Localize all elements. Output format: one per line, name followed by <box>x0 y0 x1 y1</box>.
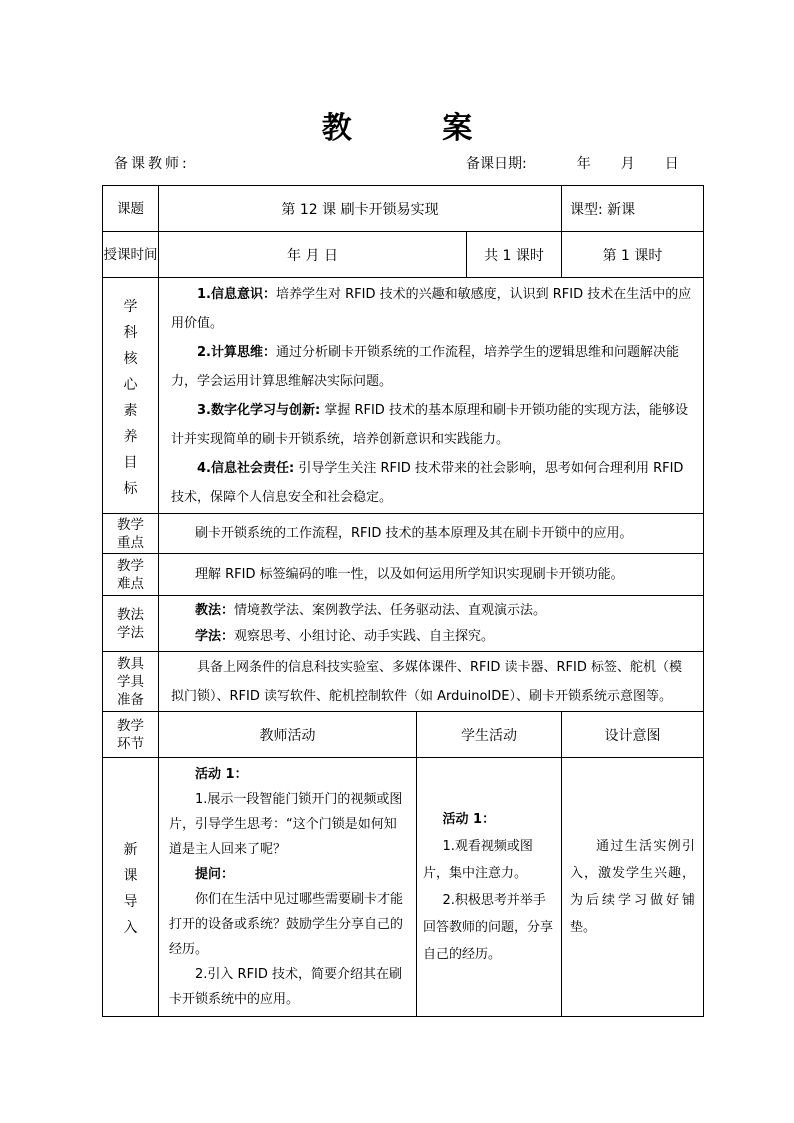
goal-text: 掌握 RFID 技术的基本原理和刷卡开锁功能的实现方法，能够设计并实现简单的刷卡开锁系统，培养创新意识和实践能力。 <box>171 402 688 447</box>
goal-item <box>171 338 693 396</box>
total-hours: 共 1 课时 <box>467 232 562 278</box>
time-value: 年 月 日 <box>159 232 467 278</box>
key-text: 刷卡开锁系统的工作流程，RFID 技术的基本原理及其在刷卡开锁中的应用。 <box>159 514 704 554</box>
goal-head: 1.信息意识： <box>197 286 276 302</box>
method-label <box>103 596 159 652</box>
goal-item <box>171 454 693 512</box>
tools-label-text: 教具学具准备 <box>117 655 144 708</box>
stage-label-text: 教学环节 <box>117 717 144 752</box>
goals-cell <box>159 278 704 514</box>
goals-label-text: 学科核心素养目标 <box>123 298 138 497</box>
intro-label <box>103 758 159 1017</box>
goal-item <box>171 396 693 454</box>
method-label-text: 教法学法 <box>117 606 144 641</box>
topic-value: 第 12 课 刷卡开锁易实现 <box>159 186 562 232</box>
tools-cell <box>159 652 704 712</box>
learn-method-head: 学法： <box>195 628 235 644</box>
activity-line: 活动 1： <box>195 767 248 782</box>
teacher-label: 备课教师: <box>114 156 190 172</box>
col-teacher: 教师活动 <box>159 712 417 758</box>
design-intent-text: 通过生活实例引入，激发学生兴趣，为后续学习做好铺垫。 <box>570 839 696 935</box>
lesson-type: 课型: 新课 <box>562 186 704 232</box>
goal-item <box>171 280 693 338</box>
goal-text: 培养学生对 RFID 技术的兴趣和敏感度，认识到 RFID 技术在生活中的应用价值。 <box>171 286 692 331</box>
teach-method-text: 情境教学法、案例教学法、任务驱动法、直观演示法。 <box>234 602 547 618</box>
activity-line: 提问： <box>195 867 235 882</box>
date-label: 备课日期: <box>466 156 527 172</box>
topic-label: 课题 <box>103 186 159 232</box>
col-design: 设计意图 <box>562 712 704 758</box>
goal-head: 3.数字化学习与创新: <box>197 402 321 418</box>
tools-label <box>103 652 159 712</box>
col-student: 学生活动 <box>417 712 562 758</box>
design-intent <box>562 758 704 1017</box>
difficult-label <box>103 554 159 596</box>
student-activity <box>417 758 562 1017</box>
teach-method-head: 教法： <box>195 602 235 618</box>
page-title: 教 案 <box>321 111 513 146</box>
activity-line: 1.展示一段智能门锁开门的视频或图片，引导学生思考：“这个门锁是如何知道是主人回来了呢？ <box>169 792 403 857</box>
goals-label <box>103 278 159 514</box>
activity-line: 活动 1： <box>442 812 496 827</box>
month-label: 月 <box>620 156 635 172</box>
activity-line: 你们在生活中见过哪些需要刷卡才能打开的设备或系统？鼓励学生分享自己的经历。 <box>169 892 404 957</box>
difficult-text: 理解 RFID 标签编码的唯一性，以及如何运用所学知识实现刷卡开锁功能。 <box>159 554 704 596</box>
learn-method-text: 观察思考、小组讨论、动手实践、自主探究。 <box>234 628 495 644</box>
goal-text: 通过分析刷卡开锁系统的工作流程，培养学生的逻辑思维和问题解决能力，学会运用计算思维解决实际问题。 <box>171 344 679 389</box>
lesson-plan-table <box>102 185 704 1017</box>
current-hour: 第 1 课时 <box>562 232 704 278</box>
stage-label <box>103 712 159 758</box>
activity-line: 1.观看视频或图片，集中注意力。 <box>423 839 533 881</box>
intro-label-text: 新课导入 <box>123 842 138 936</box>
goal-text: 引导学生关注 RFID 技术带来的社会影响，思考如何合理利用 RFID 技术，保障个人信息安全和社会稳定。 <box>171 460 684 505</box>
teach-method <box>195 598 703 624</box>
activity-line: 2.引入 RFID 技术，简要介绍其在刷卡开锁系统中的应用。 <box>169 967 403 1007</box>
method-cell <box>159 596 704 652</box>
teacher-activity <box>159 758 417 1017</box>
goal-head: 4.信息社会责任: <box>197 460 295 476</box>
year-label: 年 <box>576 156 591 172</box>
activity-line: 2.积极思考并举手回答教师的问题，分享自己的经历。 <box>423 893 554 962</box>
tools-text: 具备上网条件的信息科技实验室、多媒体课件、RFID 读卡器、RFID 标签、舵机（模拟门锁）、RFID 读写软件、舵机控制软件（如 ArduinoIDE）、刷卡开锁系统示意图等。 <box>171 659 682 704</box>
key-label <box>103 514 159 554</box>
date-field <box>466 153 679 173</box>
day-label: 日 <box>664 156 679 172</box>
key-label-text: 教学重点 <box>117 516 144 551</box>
difficult-label-text: 教学难点 <box>117 557 144 592</box>
time-label: 授课时间 <box>103 232 159 278</box>
goal-head: 2.计算思维： <box>197 344 276 360</box>
learn-method <box>195 624 703 650</box>
